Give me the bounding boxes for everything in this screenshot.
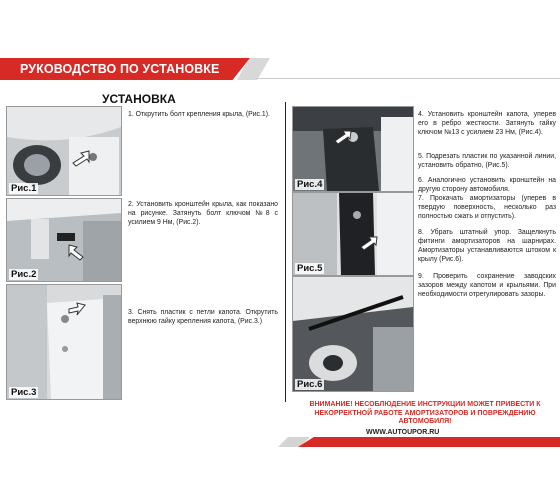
- figure-5-label: Рис.5: [297, 263, 323, 274]
- figure-3-illustration: [7, 285, 121, 399]
- section-title: УСТАНОВКА: [102, 92, 176, 106]
- figure-1-illustration: [7, 107, 121, 195]
- step-1-text: 1. Открутить болт крепления крыла, (Рис.1).: [128, 111, 270, 118]
- figure-4-photo: [292, 106, 414, 192]
- step-9-text: 9. Проверить сохранение заводских зазоров между капотом и крыльями. При необходимости отрегулировать зазоры.: [418, 273, 556, 298]
- figure-3-label: Рис.3: [11, 387, 37, 398]
- warning-text: ВНИМАНИЕ! НЕСОБЛЮДЕНИЕ ИНСТРУКЦИИ МОЖЕТ ПРИВЕСТИ К НЕКОРРЕКТНОЙ РАБОТЕ АМОРТИЗАТОРОВ И ПОВРЕЖДЕНИЮ АВТОМОБИЛЯ!: [309, 401, 541, 425]
- page-title: РУКОВОДСТВО ПО УСТАНОВКЕ: [20, 62, 220, 76]
- header-rule: [255, 78, 560, 79]
- step-7-text: 7. Прокачать амортизаторы (уперев в твердую поверхность, несколько раз полностью сжать и отпустить).: [418, 195, 556, 220]
- step-4-text: 4. Установить кронштейн капота, уперев его в ребро жесткости. Затянуть гайку ключом №13 с усилием 23 Нм, (Рис.4).: [418, 111, 556, 136]
- step-3-text: 3. Снять пластик с петли капота. Открутить верхнюю гайку крепления капота, (Рис.3.): [128, 309, 278, 325]
- arrow-icon: [333, 127, 353, 147]
- figure-3-photo: [6, 284, 122, 400]
- column-divider: [285, 102, 286, 402]
- figure-1-label: Рис.1: [11, 183, 37, 194]
- arrow-icon: [359, 233, 379, 253]
- figure-2-photo: [6, 198, 122, 282]
- arrow-icon: [67, 299, 87, 319]
- figure-6-label: Рис.6: [297, 379, 323, 390]
- step-6-text: 6. Аналогично установить кронштейн на другую сторону автомобиля.: [418, 177, 556, 193]
- figure-6-photo: [292, 276, 414, 392]
- arrow-icon: [71, 149, 91, 169]
- figure-4-label: Рис.4: [297, 179, 323, 190]
- figure-5-photo: [292, 192, 414, 276]
- figure-2-label: Рис.2: [11, 269, 37, 280]
- figure-6-illustration: [293, 277, 413, 391]
- figure-1-photo: [6, 106, 122, 196]
- footer-band: [298, 437, 560, 447]
- website-link[interactable]: WWW.AUTOUPOR.RU: [366, 429, 440, 436]
- step-5-text: 5. Подрезать пластик по указанной линии, установить обратно, (Рис.5).: [418, 153, 556, 169]
- arrow-icon: [65, 243, 85, 263]
- step-8-text: 8. Убрать штатный упор. Защелкнуть фитинги амортизаторов на шарнирах. Амортизаторы устанавливаются штоком к крылу (Рис.6).: [418, 229, 556, 263]
- step-2-text: 2. Установить кронштейн крыла, как показано на рисунке. Затянуть болт ключом №8 с усилием 9 Нм, (Рис.2).: [128, 201, 278, 226]
